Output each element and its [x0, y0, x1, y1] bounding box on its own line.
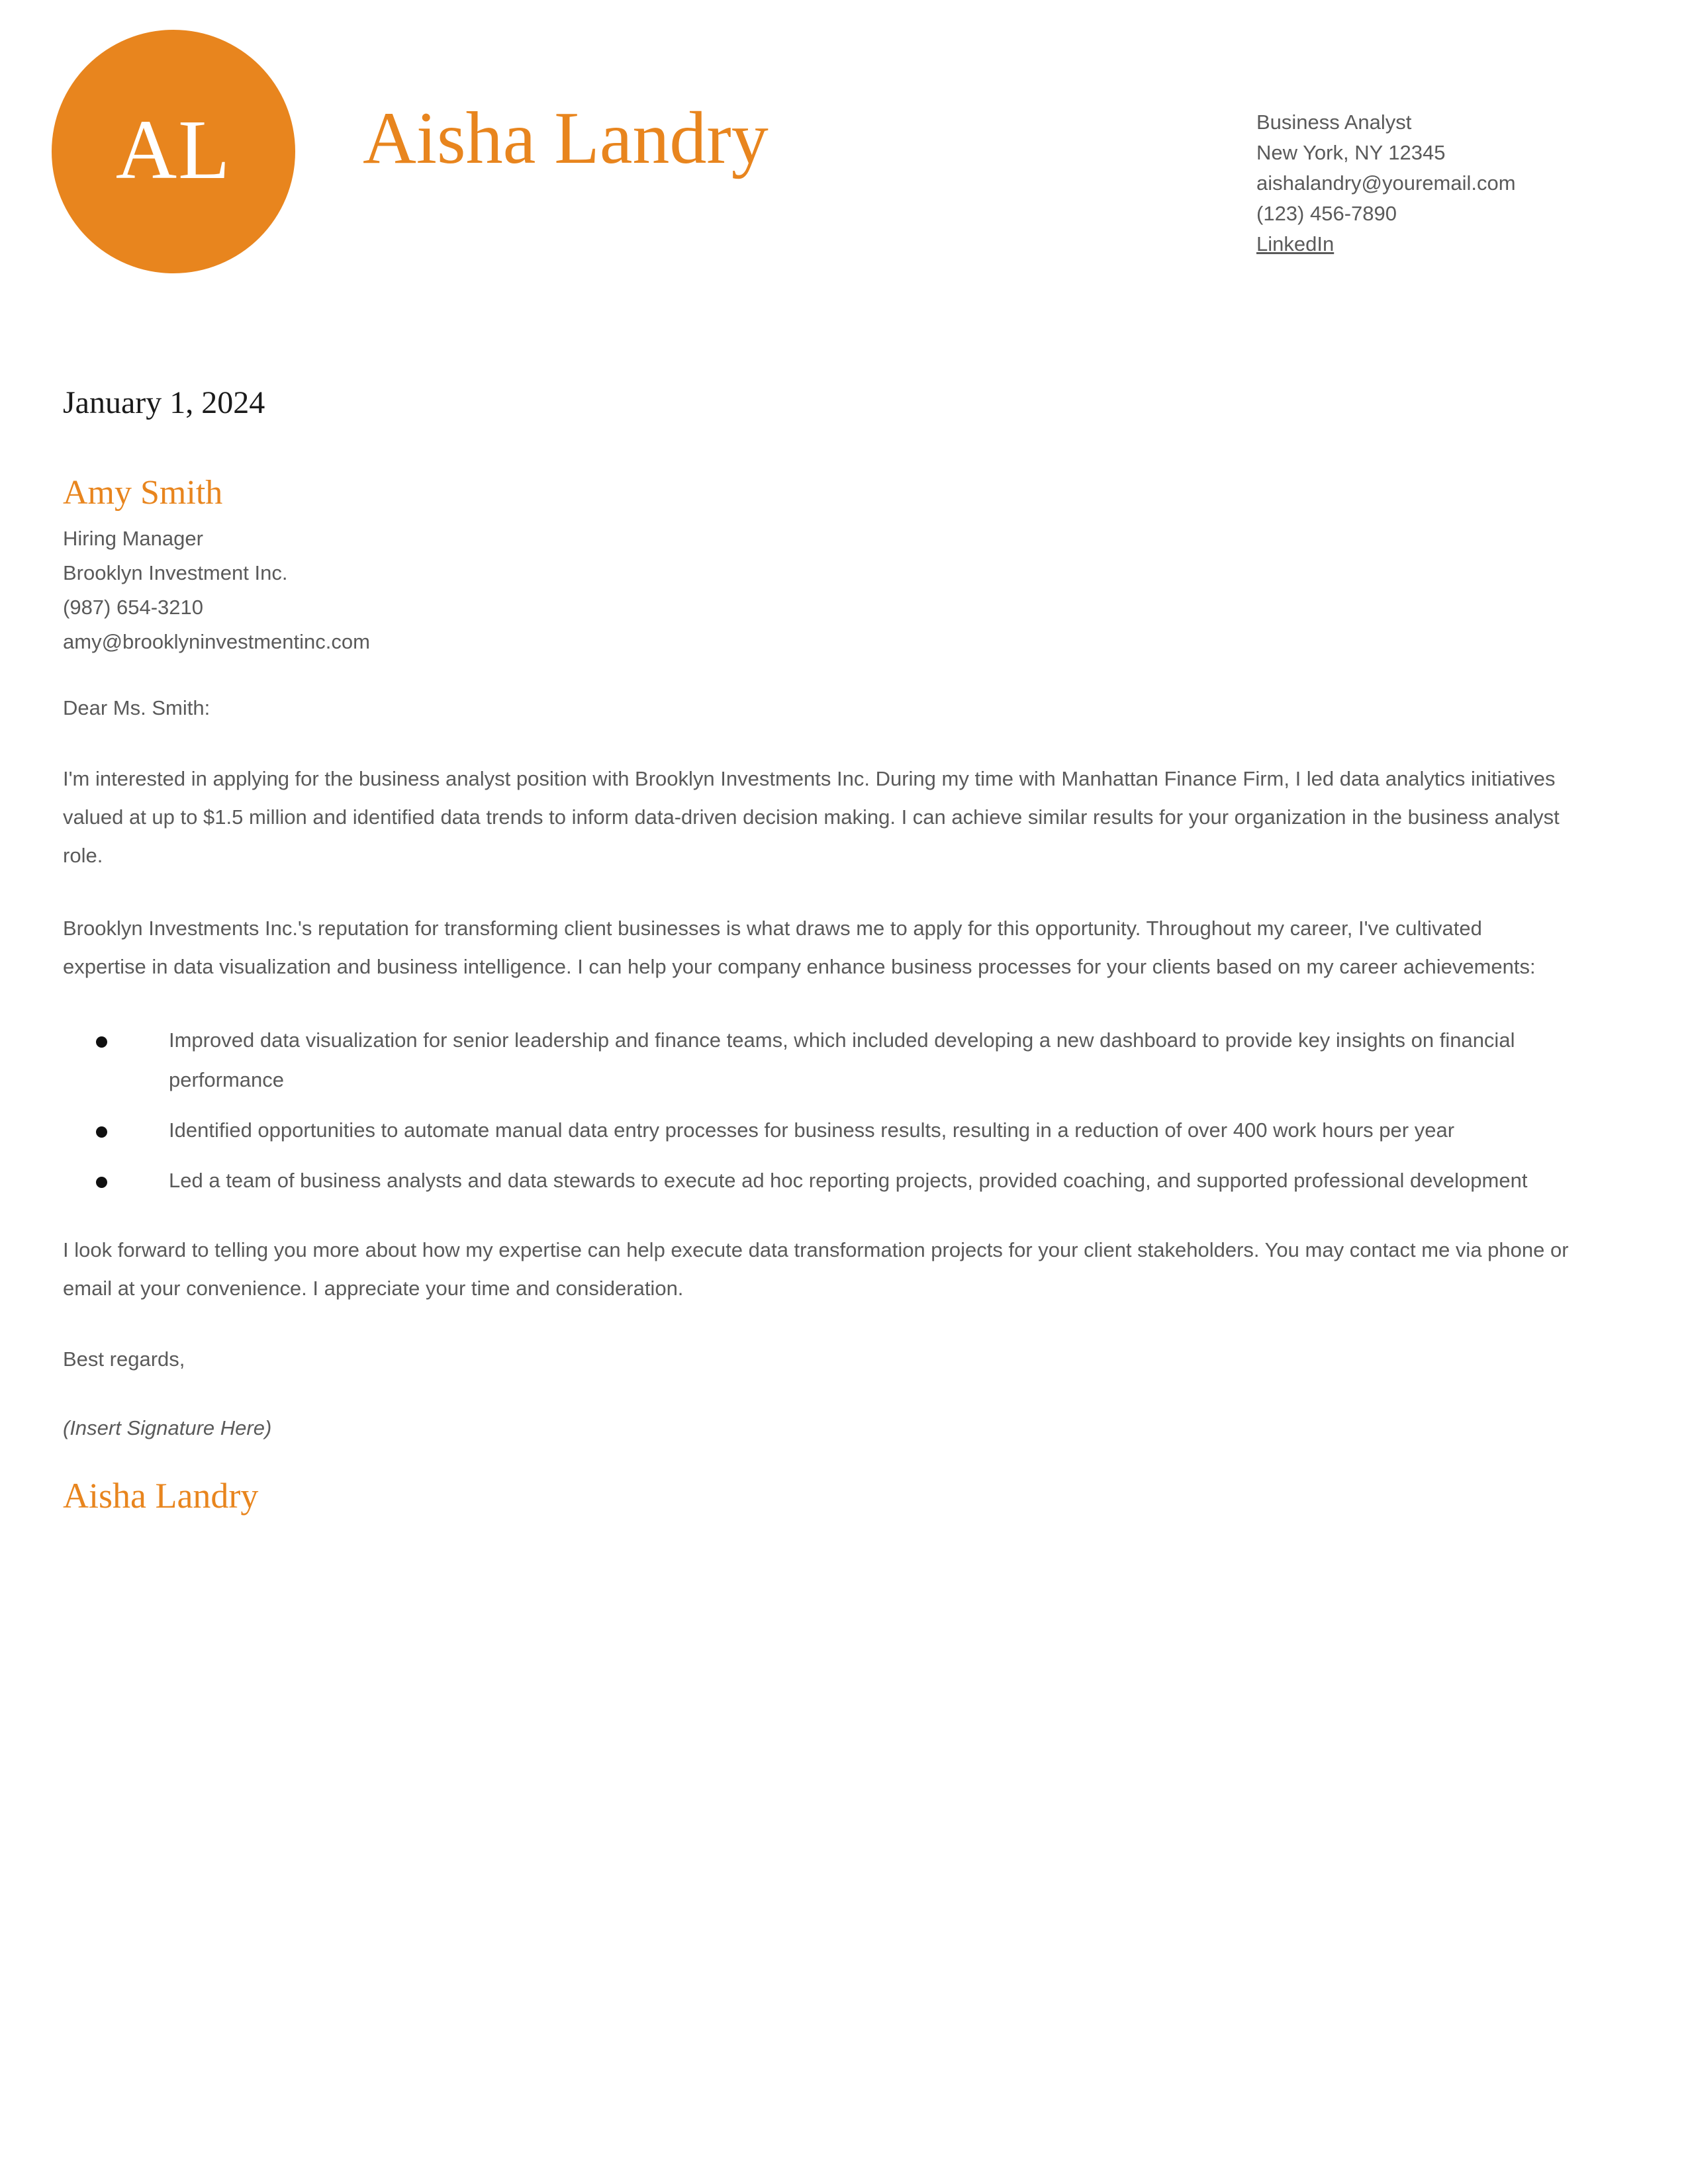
body-paragraph-2: Brooklyn Investments Inc.'s reputation for transforming client businesses is what draws me to apply for this opportunity. Throughout my career, I've cultivated expertise in data visualization and business intelligence. I can help your company enhance business processes for your clients based on my career achievements:: [63, 916, 1536, 978]
closing-paragraph: I look forward to telling you more about how my expertise can help execute data transformation projects for your client stakeholders. You may contact me via phone or email at your convenience. I appreciate your time and consideration.: [63, 1238, 1569, 1300]
list-item-text: Identified opportunities to automate manual data entry processes for business results, resulting in a reduction of over 400 work hours per year: [169, 1118, 1455, 1142]
body-paragraph-1: I'm interested in applying for the business analyst position with Brooklyn Investments Inc. During my time with Manhattan Finance Firm, I led data analytics initiatives valued at up to $1.5 million and identified data trends to inform data-driven decision making. I can achieve similar results for your organization in the business analyst role.: [63, 766, 1560, 867]
signature-placeholder: (Insert Signature Here): [63, 1416, 272, 1439]
list-item: [63, 1161, 1569, 1201]
monogram-logo: [52, 30, 295, 273]
monogram-initials: AL: [115, 103, 232, 197]
sign-off: Best regards,: [63, 1347, 185, 1371]
list-item-text: Improved data visualization for senior leadership and finance teams, which included developing a new dashboard to provide key insights on financial performance: [169, 1028, 1515, 1091]
list-item: [63, 1111, 1569, 1150]
linkedin-link[interactable]: LinkedIn: [1256, 232, 1335, 255]
recipient-name: Amy Smith: [63, 473, 223, 512]
bullet-dot-icon: [96, 1126, 107, 1138]
signature-name: Aisha Landry: [63, 1475, 259, 1516]
bullet-dot-icon: [96, 1036, 107, 1048]
contact-block: [1256, 107, 1654, 259]
recipient-company: Brooklyn Investment Inc.: [63, 561, 288, 584]
list-item-text: Led a team of business analysts and data stewards to execute ad hoc reporting projects, provided coaching, and supported professional development: [169, 1168, 1528, 1192]
page-title: Aisha Landry: [363, 97, 769, 179]
contact-job-title: Business Analyst: [1256, 111, 1412, 134]
contact-phone: (123) 456-7890: [1256, 202, 1397, 225]
contact-email: aishalandry@youremail.com: [1256, 171, 1516, 195]
list-item: [63, 1021, 1569, 1100]
salutation: Dear Ms. Smith:: [63, 696, 211, 719]
recipient-title: Hiring Manager: [63, 526, 203, 550]
contact-location: New York, NY 12345: [1256, 141, 1446, 164]
recipient-email: amy@brooklyninvestmentinc.com: [63, 629, 370, 653]
recipient-block: [63, 522, 1569, 659]
letter-body: [63, 384, 1569, 1518]
achievements-list: [63, 1021, 1569, 1201]
letter-header: [0, 0, 1688, 318]
bullet-dot-icon: [96, 1177, 107, 1188]
letter-date: January 1, 2024: [63, 385, 265, 420]
recipient-phone: (987) 654-3210: [63, 595, 203, 619]
